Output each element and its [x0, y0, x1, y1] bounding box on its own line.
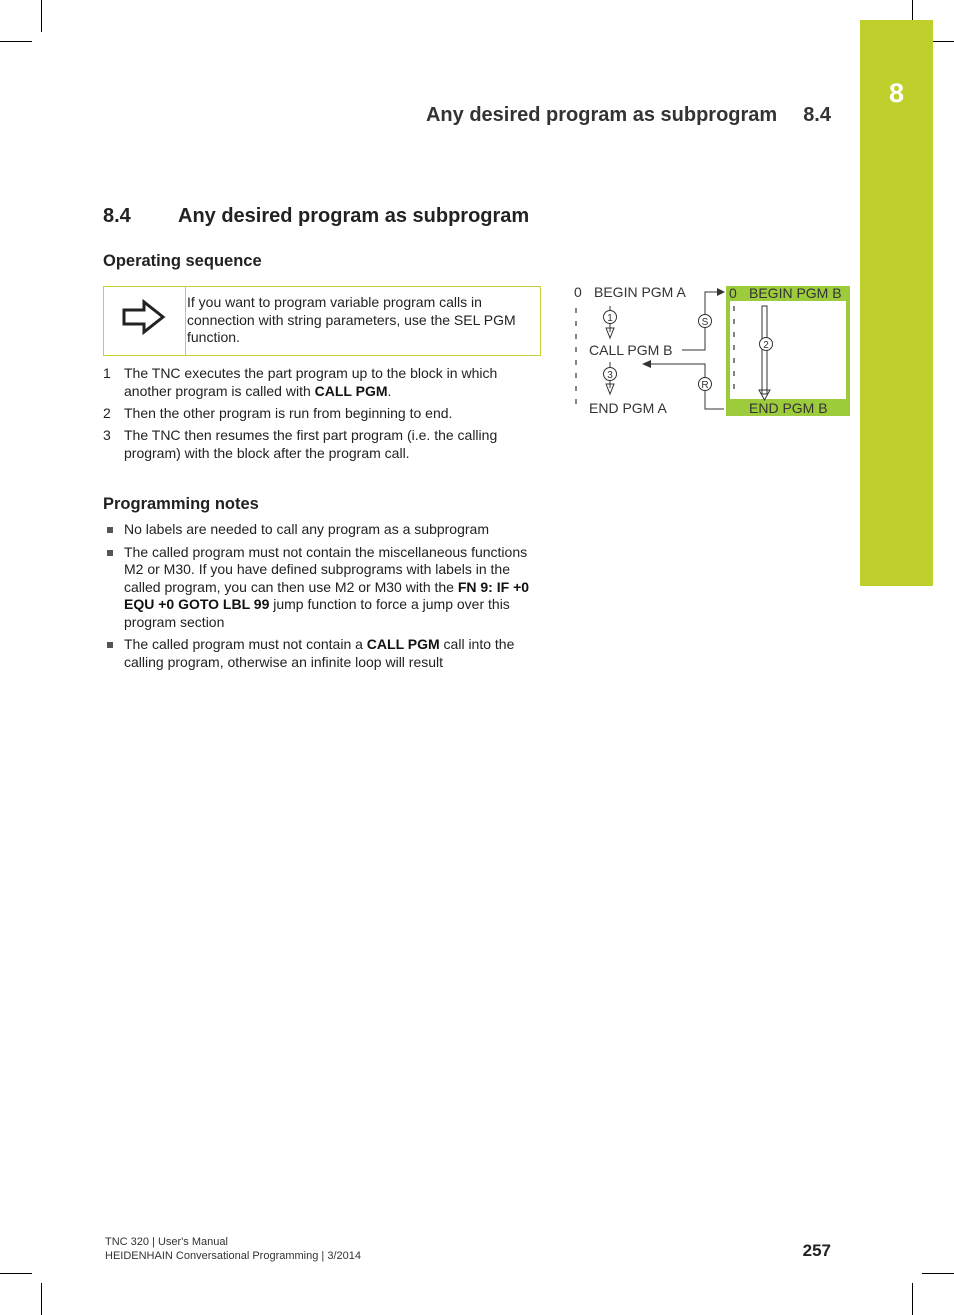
pgm-a-end: END PGM A: [589, 400, 667, 416]
crop-mark: [41, 0, 42, 32]
marker-1: 1: [607, 313, 613, 324]
list-item: [103, 636, 543, 671]
step-number: 2: [103, 405, 111, 421]
step-number: 3: [103, 427, 111, 443]
operating-sequence-heading: Operating sequence: [103, 252, 262, 270]
return-arrow-head: [642, 360, 651, 368]
pgm-a-call: CALL PGM B: [589, 342, 673, 358]
pgm-a-zero: 0: [574, 284, 582, 300]
crop-mark: [41, 1283, 42, 1315]
chapter-number: 8: [888, 78, 905, 108]
bullet-code: CALL PGM: [366, 636, 440, 652]
bullet-square-icon: [107, 642, 113, 648]
bullet-square-icon: [107, 550, 113, 556]
footer-line-2: HEIDENHAIN Conversational Programming | 3/2014: [105, 1250, 361, 1262]
arrow-right-icon: [121, 297, 167, 337]
note-box: [103, 286, 541, 356]
list-item: [103, 521, 543, 539]
marker-2: 2: [763, 340, 769, 351]
crop-mark: [912, 1283, 913, 1315]
note-text: If you want to program variable program calls in connection with string parameters, use the SEL PGM function.: [187, 294, 516, 345]
pgm-b-zero: 0: [729, 285, 737, 301]
marker-r: R: [701, 380, 709, 391]
footer: [105, 1235, 361, 1263]
bullet-text-end: jump function to force a jump over this program section: [124, 596, 510, 630]
step-text-end: .: [387, 383, 392, 399]
crop-mark: [922, 1273, 954, 1274]
page-number: 257: [802, 1241, 831, 1260]
step-text: The TNC executes the part program up to the block in which another program is called with: [124, 365, 498, 399]
step-item: [103, 404, 543, 422]
bullet-code: FN 9: IF +0 EQU +0 GOTO LBL 99: [124, 578, 530, 612]
section-number: 8.4: [103, 205, 131, 227]
programming-notes-heading: Programming notes: [103, 495, 259, 513]
step-text: The TNC then resumes the first part program (i.e. the calling program) with the block after the program call.: [124, 427, 498, 461]
section-title: [103, 205, 529, 228]
bullet-text: The called program must not contain the miscellaneous functions M2 or M30. If you have defined subprograms with labels in the called program, you can then use M2 or M30 with the: [124, 543, 528, 595]
list-item: [103, 544, 543, 632]
crop-mark: [0, 1273, 32, 1274]
bullet-text-end: call into the calling program, otherwise an infinite loop will result: [124, 636, 515, 670]
bullet-text: No labels are needed to call any program as a subprogram: [124, 521, 489, 537]
program-call-diagram: [566, 282, 852, 422]
step-number: 1: [103, 365, 111, 381]
step-item: [103, 364, 543, 400]
marker-s: S: [701, 317, 709, 328]
pgm-b-end: END PGM B: [749, 400, 828, 416]
step-item: [103, 426, 543, 462]
bullet-square-icon: [107, 527, 113, 533]
note-divider: [185, 287, 186, 355]
steps-list: [103, 364, 543, 466]
call-arrow-head: [717, 288, 725, 296]
pgm-b-body: [730, 301, 846, 399]
pgm-b-begin: BEGIN PGM B: [749, 285, 842, 301]
bullet-text: The called program must not contain a: [124, 636, 367, 652]
notes-list: [103, 521, 543, 676]
chapter-tab: [860, 20, 933, 586]
footer-line-1: TNC 320 | User's Manual: [105, 1236, 228, 1248]
marker-3: 3: [607, 370, 613, 381]
running-header-title: Any desired program as subprogram: [425, 104, 778, 126]
step-code: CALL PGM: [314, 383, 388, 399]
running-header: [426, 104, 831, 127]
section-title-text: Any desired program as subprogram: [178, 205, 530, 227]
running-header-number: 8.4: [803, 104, 831, 126]
pgm-a-begin: BEGIN PGM A: [594, 284, 686, 300]
crop-mark: [0, 41, 32, 42]
step-text: Then the other program is run from beginning to end.: [124, 405, 453, 421]
